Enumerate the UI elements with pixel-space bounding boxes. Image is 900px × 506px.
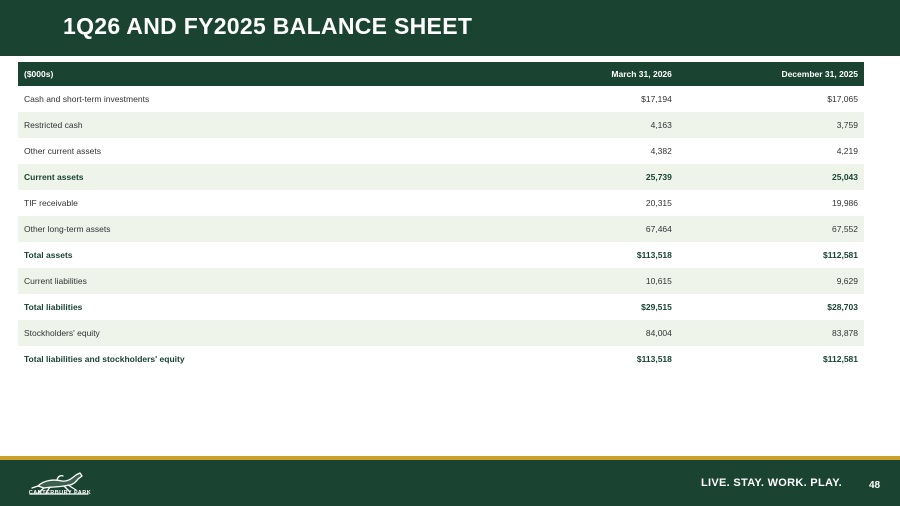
value-mar-2026: 84,004 xyxy=(492,320,678,346)
balance-sheet-table xyxy=(18,62,864,372)
table-row xyxy=(18,346,864,372)
value-mar-2026: 4,163 xyxy=(492,112,678,138)
value-dec-2025: 4,219 xyxy=(836,146,858,156)
table-row xyxy=(18,294,864,320)
value-dec-2025: 67,552 xyxy=(678,216,864,242)
row-label: Current liabilities xyxy=(18,268,492,294)
table-row xyxy=(18,112,864,138)
row-label: Restricted cash xyxy=(18,112,492,138)
row-label: Other current assets xyxy=(24,146,102,156)
col-header-dec-2025: December 31, 2025 xyxy=(678,62,864,86)
row-label: Total liabilities xyxy=(24,302,83,312)
row-label: Total liabilities and stockholders' equity xyxy=(24,354,185,364)
logo-wordmark: CANTERBURY PARK xyxy=(28,490,92,496)
value-dec-2025: $28,703 xyxy=(827,302,858,312)
row-label: Stockholders' equity xyxy=(18,320,492,346)
table-row xyxy=(18,190,864,216)
value-mar-2026: 20,315 xyxy=(645,198,672,208)
value-mar-2026: $113,518 xyxy=(636,354,672,364)
tagline: LIVE. STAY. WORK. PLAY. xyxy=(701,477,842,489)
table-row xyxy=(18,216,864,242)
value-dec-2025: $17,065 xyxy=(827,94,858,104)
page-title: 1Q26 AND FY2025 BALANCE SHEET xyxy=(63,13,473,39)
table-row xyxy=(18,164,864,190)
value-mar-2026: $17,194 xyxy=(641,94,672,104)
page-number: 48 xyxy=(869,480,881,491)
table-row xyxy=(18,268,864,294)
value-mar-2026: 10,615 xyxy=(492,268,678,294)
table-row xyxy=(18,86,864,112)
value-mar-2026: 4,382 xyxy=(650,146,672,156)
value-mar-2026: $29,515 xyxy=(641,302,672,312)
value-dec-2025: 3,759 xyxy=(678,112,864,138)
table-row xyxy=(18,242,864,268)
table-header-row xyxy=(18,62,864,86)
value-mar-2026: $113,518 xyxy=(636,250,672,260)
row-label: Other long-term assets xyxy=(18,216,492,242)
value-dec-2025: 83,878 xyxy=(678,320,864,346)
value-dec-2025: $112,581 xyxy=(823,354,858,364)
value-dec-2025: 9,629 xyxy=(678,268,864,294)
table-row xyxy=(18,320,864,346)
row-label: TIF receivable xyxy=(24,198,78,208)
col-header-mar-2026: March 31, 2026 xyxy=(492,62,678,86)
value-dec-2025: $112,581 xyxy=(823,250,858,260)
table-row xyxy=(18,138,864,164)
value-dec-2025: 19,986 xyxy=(832,198,858,208)
col-header-units: ($000s) xyxy=(18,62,492,86)
value-dec-2025: 25,043 xyxy=(678,164,864,190)
value-mar-2026: 67,464 xyxy=(492,216,678,242)
row-label: Cash and short-term investments xyxy=(24,94,150,104)
row-label: Total assets xyxy=(24,250,73,260)
horse-logo-icon xyxy=(24,466,94,502)
row-label: Current assets xyxy=(18,164,492,190)
value-mar-2026: 25,739 xyxy=(492,164,678,190)
table-body xyxy=(18,86,864,372)
